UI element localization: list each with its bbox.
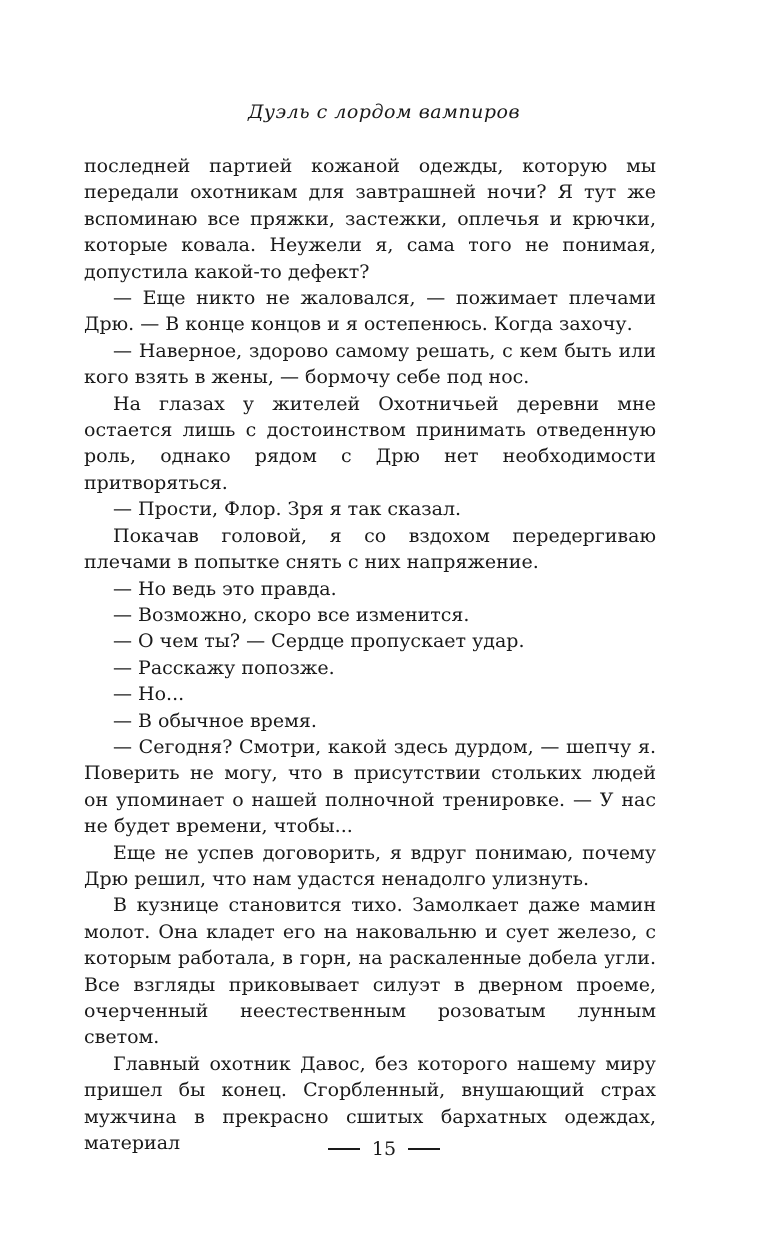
running-header: Дуэль с лордом вампиров [247, 101, 521, 123]
paragraph: — Наверное, здорово самому решать, с кем быть или кого взять в жены, — бормочу себе под нос. [84, 339, 656, 389]
paragraph: — Но... [113, 683, 185, 706]
paragraph: Еще не успев договорить, я вдруг понимаю, почему Дрю решил, что нам удастся ненадолго улизнуть. [84, 841, 656, 890]
paragraph: — Сегодня? Смотри, какой здесь дурдом, — шепчу я. Поверить не могу, что в присутствии стольких людей он упоминает о нашей полночной тренировке. — У нас не будет времени, чтобы... [84, 735, 656, 838]
paragraph: На глазах у жителей Охотничьей деревни мне остается лишь с достоинством принимать отведенную роль, однако рядом с Дрю нет необходимости притворяться. [84, 392, 656, 494]
paragraph: В кузнице становится тихо. Замолкает даже мамин молот. Она кладет его на наковальню и сует железо, с которым работала, в горн, на раскаленные добела угли. Все взгляды приковывает силуэт в дверном проеме, очерченный неестественным розоватым лунным светом. [84, 894, 656, 1049]
footer-dash-right [408, 1148, 440, 1150]
paragraph: — Расскажу попозже. [113, 656, 335, 679]
paragraph: Главный охотник Давос, без которого нашему миру пришел бы конец. Сгорбленный, внушающий страх мужчина в прекрасно сшитых бархатных одеждах, материал [84, 1052, 656, 1155]
footer-dash-left [328, 1148, 360, 1150]
paragraph: — О чем ты? — Сердце пропускает удар. [113, 630, 525, 653]
paragraph: — Еще никто не жаловался, — пожимает плечами Дрю. — В конце концов и я остепенюсь. Когда захочу. [84, 287, 656, 336]
page-footer [0, 1136, 768, 1162]
paragraph: Покачав головой, я со вздохом передергиваю плечами в попытке снять с них напряжение. [84, 524, 656, 574]
paragraph-continued: последней партией кожаной одежды, которую мы передали охотникам для завтрашней ночи? Я тут же вспоминаю все пряжки, застежки, оплечья и крючки, которые ковала. Неужели я, сама того не понимая, допустила какой-то дефект? [84, 155, 656, 283]
paragraph: — Но ведь это правда. [113, 577, 337, 600]
paragraph: — Возможно, скоро все изменится. [113, 603, 470, 626]
paragraph: — В обычное время. [113, 709, 317, 732]
body-text [84, 153, 656, 1156]
page-number: 15 [371, 1138, 397, 1160]
paragraph: — Прости, Флор. Зря я так сказал. [113, 498, 462, 521]
